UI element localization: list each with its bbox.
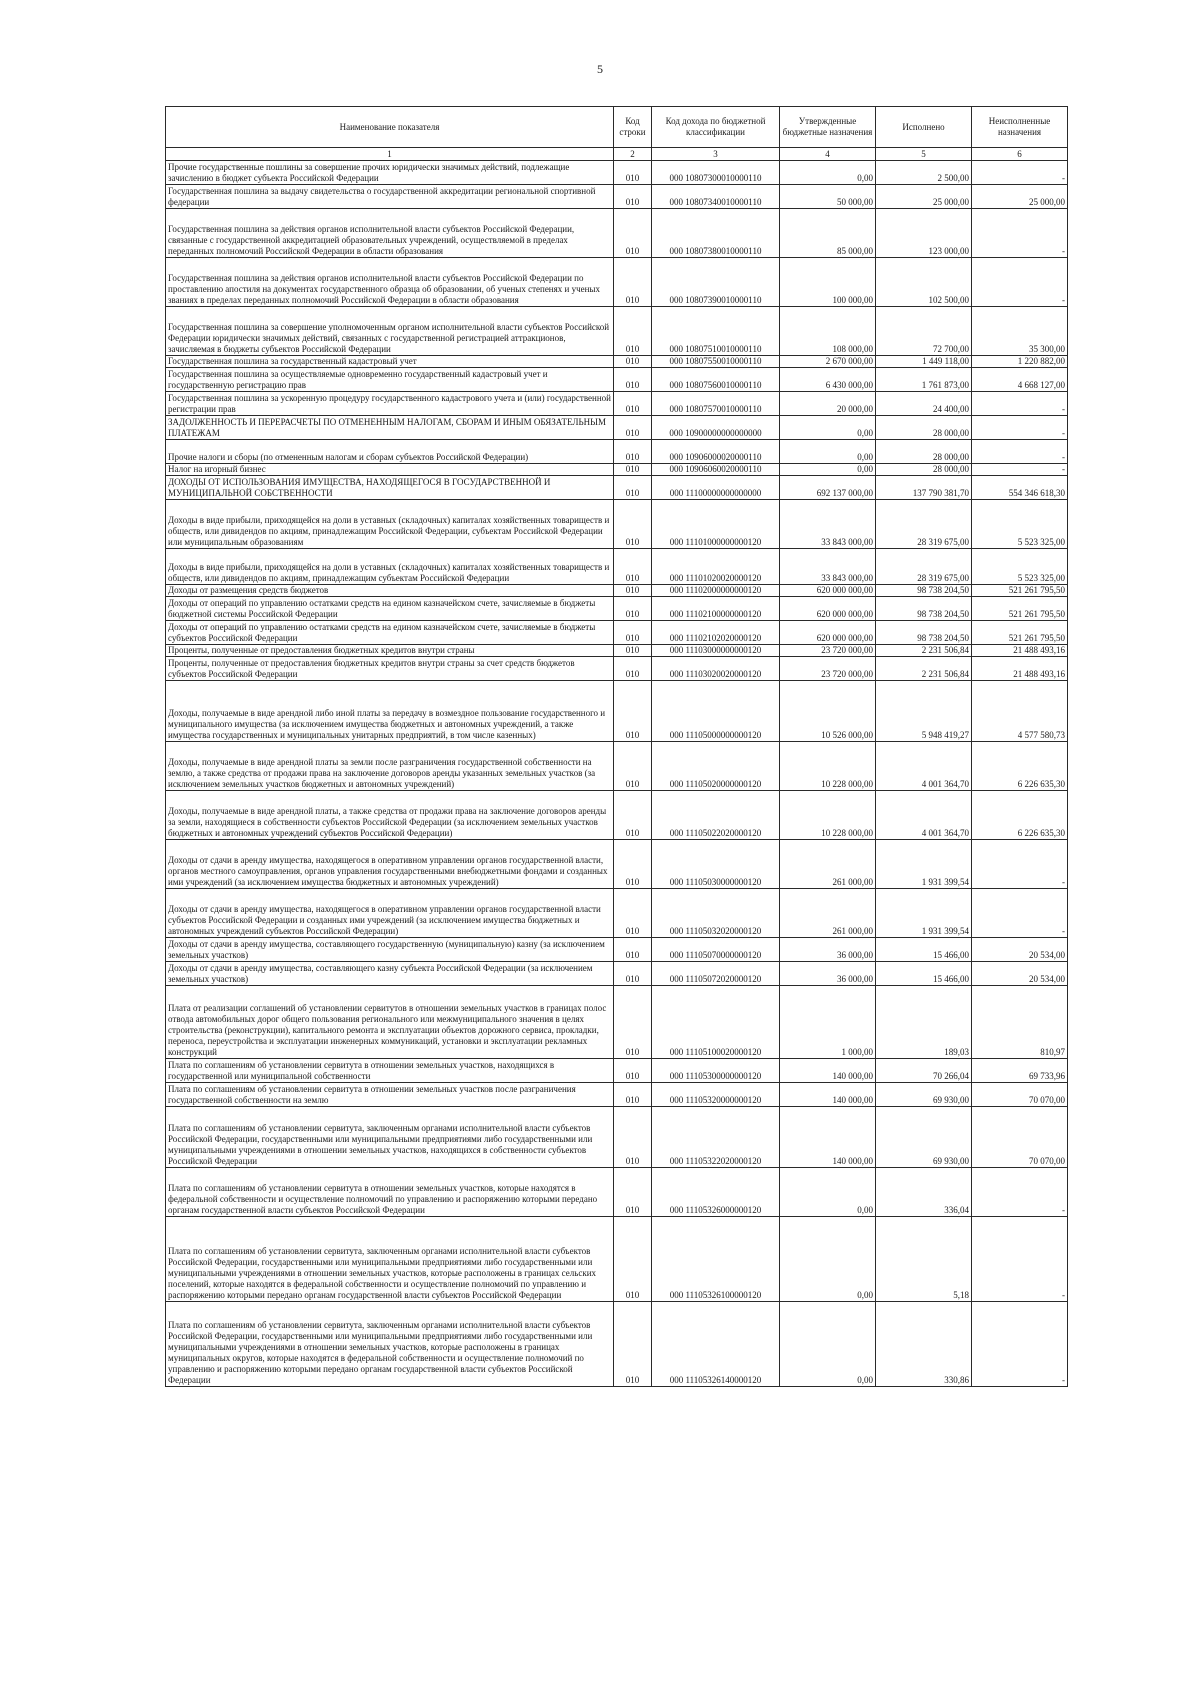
row-unexecuted: 4 577 580,73 <box>972 681 1068 742</box>
row-name: Проценты, полученные от предоставления бюджетных кредитов внутри страны за счет средств бюджетов субъектов Российской Федерации <box>166 657 614 681</box>
row-executed: 15 466,00 <box>876 938 972 962</box>
row-kbk: 000 10807560010000110 <box>652 368 780 392</box>
column-number: 1 <box>166 148 614 161</box>
row-name: Государственная пошлина за выдачу свидетельства о государственной аккредитации региональной спортивной федерации <box>166 185 614 209</box>
row-code: 010 <box>614 938 652 962</box>
row-name: Плата по соглашениям об установлении сервитута в отношении земельных участков, находящихся в государственной или муниципальной собственности <box>166 1059 614 1083</box>
row-unexecuted: 25 000,00 <box>972 185 1068 209</box>
row-executed: 1 931 399,54 <box>876 840 972 889</box>
row-code: 010 <box>614 392 652 416</box>
row-approved: 36 000,00 <box>780 938 876 962</box>
row-approved: 620 000 000,00 <box>780 597 876 621</box>
table-row <box>166 500 1068 549</box>
row-approved: 20 000,00 <box>780 392 876 416</box>
row-executed: 1 449 118,00 <box>876 356 972 368</box>
row-unexecuted: 5 523 325,00 <box>972 500 1068 549</box>
table-row <box>166 549 1068 585</box>
row-name: Доходы от размещения средств бюджетов <box>166 585 614 597</box>
table-row <box>166 258 1068 307</box>
row-name: Государственная пошлина за совершение уполномоченным органом исполнительной власти субъектов Российской Федерации юридически значимых действий, связанных с государственной регистрацией аттракционов, зачисляемая в бюджеты субъектов Российской Федерации <box>166 307 614 356</box>
table-body <box>166 161 1068 1387</box>
row-name: Доходы от сдачи в аренду имущества, находящегося в оперативном управлении органов государственной власти, органов местного самоуправления, органов управления государственными внебюджетными фондами и созданных ими учреждений (за исключением имущества бюджетных и автономных учреждений) <box>166 840 614 889</box>
row-name: Плата по соглашениям об установлении сервитута, заключенным органами исполнительной власти субъектов Российской Федерации, государственными или муниципальными предприятиями либо государственными или муниципальными учреждениями в отношении земельных участков, которые расположены в границах сельских поселений, которые находятся в федеральной собственности и осуществление полномочий по управлению и распоряжению которыми передано органам государственной власти субъектов Российской Федерации <box>166 1217 614 1302</box>
row-approved: 10 228 000,00 <box>780 791 876 840</box>
row-unexecuted: 521 261 795,50 <box>972 585 1068 597</box>
row-unexecuted: 6 226 635,30 <box>972 791 1068 840</box>
row-kbk: 000 10807380010000110 <box>652 209 780 258</box>
column-number: 2 <box>614 148 652 161</box>
row-approved: 50 000,00 <box>780 185 876 209</box>
row-approved: 0,00 <box>780 1302 876 1387</box>
header-name: Наименование показателя <box>166 107 614 148</box>
table-row <box>166 1059 1068 1083</box>
row-unexecuted: - <box>972 1168 1068 1217</box>
row-code: 010 <box>614 416 652 440</box>
row-name: Доходы от операций по управлению остатками средств на едином казначейском счете, зачисляемые в бюджеты субъектов Российской Федерации <box>166 621 614 645</box>
row-approved: 33 843 000,00 <box>780 500 876 549</box>
row-name: Доходы от сдачи в аренду имущества, составляющего государственную (муниципальную) казну (за исключением земельных участков) <box>166 938 614 962</box>
row-approved: 2 670 000,00 <box>780 356 876 368</box>
row-name: Плата по соглашениям об установлении сервитута в отношении земельных участков, которые находятся в федеральной собственности и осуществление полномочий по управлению и распоряжению которыми передано органам государственной власти субъектов Российской Федерации <box>166 1168 614 1217</box>
row-executed: 28 319 675,00 <box>876 549 972 585</box>
row-approved: 0,00 <box>780 1168 876 1217</box>
row-code: 010 <box>614 1302 652 1387</box>
row-executed: 72 700,00 <box>876 307 972 356</box>
row-name: Проценты, полученные от предоставления бюджетных кредитов внутри страны <box>166 645 614 657</box>
row-code: 010 <box>614 840 652 889</box>
table-row <box>166 307 1068 356</box>
row-unexecuted: 554 346 618,30 <box>972 476 1068 500</box>
row-approved: 0,00 <box>780 161 876 185</box>
row-kbk: 000 10906060020000110 <box>652 464 780 476</box>
row-approved: 85 000,00 <box>780 209 876 258</box>
row-executed: 5 948 419,27 <box>876 681 972 742</box>
row-unexecuted: - <box>972 161 1068 185</box>
row-kbk: 000 11103020020000120 <box>652 657 780 681</box>
table-row <box>166 209 1068 258</box>
row-unexecuted: 1 220 882,00 <box>972 356 1068 368</box>
row-executed: 137 790 381,70 <box>876 476 972 500</box>
row-unexecuted: - <box>972 1302 1068 1387</box>
row-approved: 140 000,00 <box>780 1107 876 1168</box>
row-code: 010 <box>614 1059 652 1083</box>
row-unexecuted: - <box>972 840 1068 889</box>
row-unexecuted: 70 070,00 <box>972 1107 1068 1168</box>
row-approved: 620 000 000,00 <box>780 621 876 645</box>
row-code: 010 <box>614 185 652 209</box>
row-unexecuted: - <box>972 416 1068 440</box>
row-unexecuted: 20 534,00 <box>972 938 1068 962</box>
row-executed: 28 000,00 <box>876 416 972 440</box>
row-kbk: 000 11105100020000120 <box>652 986 780 1059</box>
row-code: 010 <box>614 307 652 356</box>
row-executed: 15 466,00 <box>876 962 972 986</box>
table-row <box>166 962 1068 986</box>
row-kbk: 000 10900000000000000 <box>652 416 780 440</box>
row-name: Налог на игорный бизнес <box>166 464 614 476</box>
row-kbk: 000 11102100000000120 <box>652 597 780 621</box>
row-approved: 140 000,00 <box>780 1059 876 1083</box>
row-executed: 98 738 204,50 <box>876 585 972 597</box>
row-approved: 692 137 000,00 <box>780 476 876 500</box>
row-kbk: 000 11101000000000120 <box>652 500 780 549</box>
row-kbk: 000 11105020000000120 <box>652 742 780 791</box>
row-executed: 25 000,00 <box>876 185 972 209</box>
row-code: 010 <box>614 476 652 500</box>
row-code: 010 <box>614 889 652 938</box>
table-row <box>166 791 1068 840</box>
row-code: 010 <box>614 1083 652 1107</box>
row-unexecuted: - <box>972 464 1068 476</box>
row-approved: 140 000,00 <box>780 1083 876 1107</box>
table-row <box>166 1168 1068 1217</box>
row-executed: 98 738 204,50 <box>876 597 972 621</box>
row-code: 010 <box>614 742 652 791</box>
row-name: Государственная пошлина за ускоренную процедуру государственного кадастрового учета и (или) государственной регистрации прав <box>166 392 614 416</box>
row-executed: 330,86 <box>876 1302 972 1387</box>
table-row <box>166 1302 1068 1387</box>
row-kbk: 000 11105326000000120 <box>652 1168 780 1217</box>
row-executed: 5,18 <box>876 1217 972 1302</box>
row-executed: 1 761 873,00 <box>876 368 972 392</box>
row-executed: 28 319 675,00 <box>876 500 972 549</box>
row-code: 010 <box>614 1217 652 1302</box>
row-unexecuted: 21 488 493,16 <box>972 657 1068 681</box>
row-kbk: 000 10807550010000110 <box>652 356 780 368</box>
row-approved: 100 000,00 <box>780 258 876 307</box>
row-executed: 4 001 364,70 <box>876 742 972 791</box>
row-unexecuted: - <box>972 440 1068 464</box>
row-name: Плата по соглашениям об установлении сервитута, заключенным органами исполнительной власти субъектов Российской Федерации, государственными или муниципальными предприятиями либо государственными или муниципальными учреждениями в отношении земельных участков, находящихся в собственности субъектов Российской Федерации <box>166 1107 614 1168</box>
row-kbk: 000 11102102020000120 <box>652 621 780 645</box>
row-unexecuted: 69 733,96 <box>972 1059 1068 1083</box>
row-executed: 70 266,04 <box>876 1059 972 1083</box>
row-kbk: 000 11105022020000120 <box>652 791 780 840</box>
row-code: 010 <box>614 791 652 840</box>
row-kbk: 000 11105320000000120 <box>652 1083 780 1107</box>
row-approved: 23 720 000,00 <box>780 657 876 681</box>
table-row <box>166 840 1068 889</box>
table-row <box>166 356 1068 368</box>
row-approved: 261 000,00 <box>780 840 876 889</box>
table-row <box>166 657 1068 681</box>
row-approved: 36 000,00 <box>780 962 876 986</box>
row-kbk: 000 11105032020000120 <box>652 889 780 938</box>
table-row <box>166 621 1068 645</box>
row-unexecuted: 21 488 493,16 <box>972 645 1068 657</box>
row-name: Плата по соглашениям об установлении сервитута, заключенным органами исполнительной власти субъектов Российской Федерации, государственными или муниципальными предприятиями либо государственными или муниципальными учреждениями в отношении земельных участков, которые расположены в границах муниципальных округов, которые находятся в федеральной собственности и осуществление полномочий по управлению и распоряжению которыми передано органам государственной власти субъектов Российской Федерации <box>166 1302 614 1387</box>
row-kbk: 000 10906000020000110 <box>652 440 780 464</box>
row-executed: 123 000,00 <box>876 209 972 258</box>
column-number: 5 <box>876 148 972 161</box>
row-kbk: 000 11105300000000120 <box>652 1059 780 1083</box>
row-executed: 4 001 364,70 <box>876 791 972 840</box>
table-row <box>166 986 1068 1059</box>
row-executed: 98 738 204,50 <box>876 621 972 645</box>
row-approved: 10 228 000,00 <box>780 742 876 791</box>
row-approved: 0,00 <box>780 440 876 464</box>
row-code: 010 <box>614 464 652 476</box>
row-code: 010 <box>614 258 652 307</box>
row-code: 010 <box>614 645 652 657</box>
row-kbk: 000 10807570010000110 <box>652 392 780 416</box>
row-kbk: 000 11102000000000120 <box>652 585 780 597</box>
row-name: Государственная пошлина за действия органов исполнительной власти субъектов Российской Федерации по проставлению апостиля на документах государственного образца об образовании, об ученых степенях и ученых званиях в пределах переданных полномочий Российской Федерации в области образования <box>166 258 614 307</box>
row-code: 010 <box>614 597 652 621</box>
row-code: 010 <box>614 500 652 549</box>
row-name: Государственная пошлина за действия органов исполнительной власти субъектов Российской Федерации, связанные с государственной аккредитацией образовательных учреждений, осуществляемой в пределах переданных полномочий Российской Федерации в области образования <box>166 209 614 258</box>
table-row <box>166 368 1068 392</box>
row-kbk: 000 10807390010000110 <box>652 258 780 307</box>
row-executed: 102 500,00 <box>876 258 972 307</box>
row-executed: 1 931 399,54 <box>876 889 972 938</box>
row-name: ЗАДОЛЖЕННОСТЬ И ПЕРЕРАСЧЕТЫ ПО ОТМЕНЕННЫМ НАЛОГАМ, СБОРАМ И ИНЫМ ОБЯЗАТЕЛЬНЫМ ПЛАТЕЖАМ <box>166 416 614 440</box>
row-name: Доходы, получаемые в виде арендной платы за земли после разграничения государственной собственности на землю, а также средства от продажи права на заключение договоров аренды указанных земельных участков (за исключением земельных участков бюджетных и автономных учреждений) <box>166 742 614 791</box>
row-executed: 69 930,00 <box>876 1083 972 1107</box>
row-unexecuted: - <box>972 258 1068 307</box>
row-executed: 2 231 506,84 <box>876 657 972 681</box>
row-approved: 108 000,00 <box>780 307 876 356</box>
row-unexecuted: 70 070,00 <box>972 1083 1068 1107</box>
row-name: Доходы в виде прибыли, приходящейся на доли в уставных (складочных) капиталах хозяйственных товариществ и обществ, или дивидендов по акциям, принадлежащим субъектам Российской Федерации <box>166 549 614 585</box>
row-kbk: 000 11101020020000120 <box>652 549 780 585</box>
row-unexecuted: 20 534,00 <box>972 962 1068 986</box>
budget-execution-table <box>165 106 1068 1387</box>
table-row <box>166 742 1068 791</box>
row-kbk: 000 11105322020000120 <box>652 1107 780 1168</box>
row-approved: 261 000,00 <box>780 889 876 938</box>
row-unexecuted: 521 261 795,50 <box>972 621 1068 645</box>
row-unexecuted: - <box>972 392 1068 416</box>
row-unexecuted: 810,97 <box>972 986 1068 1059</box>
row-kbk: 000 10807340010000110 <box>652 185 780 209</box>
row-approved: 33 843 000,00 <box>780 549 876 585</box>
row-executed: 336,04 <box>876 1168 972 1217</box>
column-number: 3 <box>652 148 780 161</box>
table-row <box>166 440 1068 464</box>
row-name: Прочие государственные пошлины за совершение прочих юридически значимых действий, подлежащие зачислению в бюджет субъекта Российской Федерации <box>166 161 614 185</box>
header-approved: Утвержденные бюджетные назначения <box>780 107 876 148</box>
row-name: ДОХОДЫ ОТ ИСПОЛЬЗОВАНИЯ ИМУЩЕСТВА, НАХОДЯЩЕГОСЯ В ГОСУДАРСТВЕННОЙ И МУНИЦИПАЛЬНОЙ СОБСТВЕННОСТИ <box>166 476 614 500</box>
table-row <box>166 681 1068 742</box>
table-row <box>166 416 1068 440</box>
row-code: 010 <box>614 657 652 681</box>
row-name: Доходы от сдачи в аренду имущества, составляющего казну субъекта Российской Федерации (за исключением земельных участков) <box>166 962 614 986</box>
header-code: Код строки <box>614 107 652 148</box>
table-header-row <box>166 107 1068 148</box>
row-code: 010 <box>614 1168 652 1217</box>
row-approved: 0,00 <box>780 416 876 440</box>
table-row <box>166 1083 1068 1107</box>
table-row <box>166 392 1068 416</box>
row-kbk: 000 11103000000000120 <box>652 645 780 657</box>
row-approved: 6 430 000,00 <box>780 368 876 392</box>
row-name: Доходы, получаемые в виде арендной либо иной платы за передачу в возмездное пользование государственного и муниципального имущества (за исключением имущества бюджетных и автономных учреждений, а также имущества государственных и муниципальных унитарных предприятий, в том числе казенных) <box>166 681 614 742</box>
row-approved: 0,00 <box>780 1217 876 1302</box>
row-kbk: 000 11100000000000000 <box>652 476 780 500</box>
row-name: Доходы от операций по управлению остатками средств на едином казначейском счете, зачисляемые в бюджеты бюджетной системы Российской Федерации <box>166 597 614 621</box>
row-name: Государственная пошлина за осуществляемые одновременно государственный кадастровый учет и государственную регистрацию прав <box>166 368 614 392</box>
row-unexecuted: 521 261 795,50 <box>972 597 1068 621</box>
row-code: 010 <box>614 621 652 645</box>
row-name: Плата по соглашениям об установлении сервитута в отношении земельных участков после разграничения государственной собственности на землю <box>166 1083 614 1107</box>
row-code: 010 <box>614 585 652 597</box>
row-kbk: 000 11105070000000120 <box>652 938 780 962</box>
table-row <box>166 645 1068 657</box>
row-unexecuted: 5 523 325,00 <box>972 549 1068 585</box>
table-row <box>166 597 1068 621</box>
row-name: Доходы, получаемые в виде арендной платы, а также средства от продажи права на заключение договоров аренды за земли, находящиеся в собственности субъектов Российской Федерации (за исключением земельных участков бюджетных и автономных учреждений субъектов Российской Федерации) <box>166 791 614 840</box>
page-number: 5 <box>597 62 603 76</box>
row-approved: 1 000,00 <box>780 986 876 1059</box>
row-code: 010 <box>614 209 652 258</box>
column-number-row <box>166 148 1068 161</box>
row-executed: 28 000,00 <box>876 464 972 476</box>
row-executed: 189,03 <box>876 986 972 1059</box>
row-name: Доходы в виде прибыли, приходящейся на доли в уставных (складочных) капиталах хозяйственных товариществ и обществ, или дивидендов по акциям, принадлежащим Российской Федерации, субъектам Российской Федерации или муниципальным образованиям <box>166 500 614 549</box>
row-code: 010 <box>614 986 652 1059</box>
row-unexecuted: - <box>972 1217 1068 1302</box>
table-row <box>166 889 1068 938</box>
row-executed: 28 000,00 <box>876 440 972 464</box>
table-row <box>166 476 1068 500</box>
row-name: Доходы от сдачи в аренду имущества, находящегося в оперативном управлении органов государственной власти субъектов Российской Федерации и созданных ими учреждений (за исключением имущества бюджетных и автономных учреждений субъектов Российской Федерации) <box>166 889 614 938</box>
row-unexecuted: 6 226 635,30 <box>972 742 1068 791</box>
row-name: Прочие налоги и сборы (по отмененным налогам и сборам субъектов Российской Федерации) <box>166 440 614 464</box>
row-executed: 2 500,00 <box>876 161 972 185</box>
row-code: 010 <box>614 962 652 986</box>
row-unexecuted: 35 300,00 <box>972 307 1068 356</box>
row-code: 010 <box>614 356 652 368</box>
table-row <box>166 938 1068 962</box>
row-kbk: 000 10807300010000110 <box>652 161 780 185</box>
table-row <box>166 161 1068 185</box>
row-code: 010 <box>614 440 652 464</box>
row-name: Плата от реализации соглашений об установлении сервитутов в отношении земельных участков в границах полос отвода автомобильных дорог общего пользования регионального или межмуниципального значения в целях строительства (реконструкции), капитального ремонта и эксплуатации объектов дорожного сервиса, прокладки, переноса, переустройства и эксплуатации инженерных коммуникаций, установки и эксплуатации рекламных конструкций <box>166 986 614 1059</box>
row-kbk: 000 11105326140000120 <box>652 1302 780 1387</box>
table-row <box>166 1217 1068 1302</box>
table-row <box>166 464 1068 476</box>
row-kbk: 000 11105030000000120 <box>652 840 780 889</box>
column-number: 6 <box>972 148 1068 161</box>
table-row <box>166 1107 1068 1168</box>
header-unexecuted: Неисполненные назначения <box>972 107 1068 148</box>
row-code: 010 <box>614 161 652 185</box>
row-executed: 69 930,00 <box>876 1107 972 1168</box>
row-unexecuted: - <box>972 889 1068 938</box>
table-row <box>166 585 1068 597</box>
row-unexecuted: 4 668 127,00 <box>972 368 1068 392</box>
row-executed: 2 231 506,84 <box>876 645 972 657</box>
header-executed: Исполнено <box>876 107 972 148</box>
row-kbk: 000 10807510010000110 <box>652 307 780 356</box>
row-code: 010 <box>614 681 652 742</box>
row-code: 010 <box>614 549 652 585</box>
row-kbk: 000 11105326100000120 <box>652 1217 780 1302</box>
table-row <box>166 185 1068 209</box>
row-approved: 10 526 000,00 <box>780 681 876 742</box>
row-code: 010 <box>614 368 652 392</box>
row-approved: 0,00 <box>780 464 876 476</box>
row-kbk: 000 11105000000000120 <box>652 681 780 742</box>
header-kbk: Код дохода по бюджетной классификации <box>652 107 780 148</box>
row-code: 010 <box>614 1107 652 1168</box>
column-number: 4 <box>780 148 876 161</box>
row-approved: 23 720 000,00 <box>780 645 876 657</box>
row-approved: 620 000 000,00 <box>780 585 876 597</box>
row-kbk: 000 11105072020000120 <box>652 962 780 986</box>
row-executed: 24 400,00 <box>876 392 972 416</box>
row-unexecuted: - <box>972 209 1068 258</box>
row-name: Государственная пошлина за государственный кадастровый учет <box>166 356 614 368</box>
